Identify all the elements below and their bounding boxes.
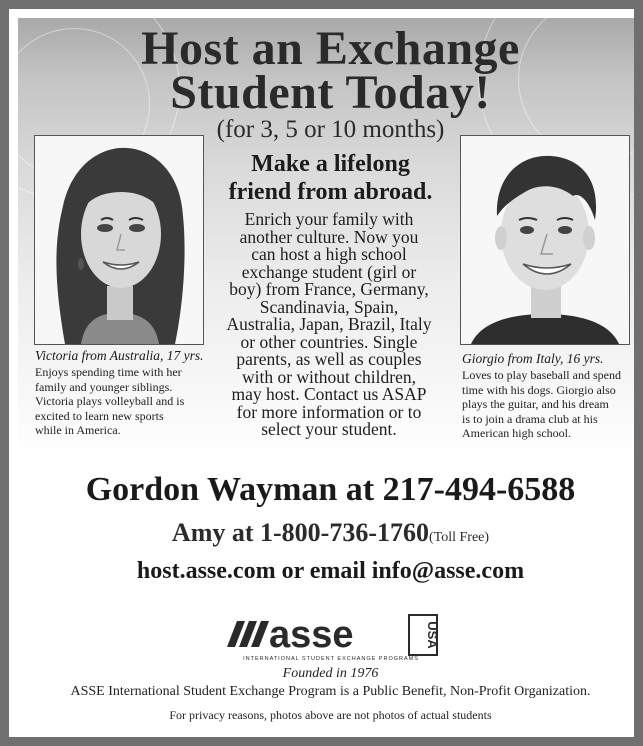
asse-logo (223, 613, 448, 673)
description-line: American high school. (462, 426, 571, 440)
student-description-left (35, 365, 215, 438)
description-line: is to join a drama club at his (462, 411, 598, 426)
secondary-contact-phone: Amy at 1-800-736-1760 (171, 518, 429, 547)
body-line: select your student. (261, 419, 397, 439)
headline-line-2: friend from abroad. (228, 179, 433, 205)
body-line: boy) from France, Germany, (229, 279, 429, 299)
boy-portrait-illustration (461, 136, 629, 344)
title-line-1: Host an Exchange (141, 22, 520, 75)
description-line: Enjoys spending time with her (35, 365, 182, 379)
web-email-contact: host.asse.com or email info@asse.com (136, 558, 525, 584)
primary-contact: Gordon Wayman at 217-494-6588 (85, 471, 576, 508)
body-line: may host. Contact us ASAP (231, 384, 427, 404)
logo-wordmark: asse (269, 614, 354, 656)
body-line: for more information or to (236, 401, 422, 422)
body-line: another culture. Now you (239, 226, 419, 247)
description-line: time with his dogs. Giorgio also (462, 382, 616, 397)
description-line: family and younger siblings. (35, 379, 173, 394)
logo-tagline: INTERNATIONAL STUDENT EXCHANGE PROGRAMS (243, 656, 419, 662)
description-line: Victoria plays volleyball and is (35, 394, 185, 408)
body-line: exchange student (girl or (241, 261, 417, 282)
asse-logo-mark (223, 613, 448, 663)
body-line: can host a high school (251, 244, 407, 264)
duration-subtitle: (for 3, 5 or 10 months) (216, 116, 445, 143)
body-line: Australia, Japan, Brazil, Italy (226, 314, 432, 334)
body-copy (213, 211, 445, 439)
body-line: parents, as well as couples (236, 349, 422, 369)
logo-country: USA (425, 621, 440, 649)
girl-portrait-illustration (35, 136, 203, 344)
description-line: excited to learn new sports (35, 408, 164, 423)
body-line: or other countries. Single (240, 331, 418, 352)
title-line-2: Student Today! (170, 66, 491, 119)
toll-free-note: (Toll Free) (429, 530, 490, 545)
description-line: Loves to play baseball and spend (462, 368, 621, 382)
student-name-left: Victoria from Australia, 17 yrs. (35, 348, 204, 363)
student-photo-boy (460, 135, 630, 345)
student-name-right: Giorgio from Italy, 16 yrs. (462, 351, 604, 366)
body-line: with or without children, (241, 366, 416, 387)
secondary-contact (18, 518, 643, 548)
description-line: while in America. (35, 423, 121, 437)
body-line: Scandinavia, Spain, (259, 296, 399, 317)
student-description-right (462, 368, 638, 441)
student-photo-girl (34, 135, 204, 345)
privacy-disclaimer: For privacy reasons, photos above are not photos of actual students (169, 708, 492, 722)
ad-background (18, 18, 643, 746)
founded-line: Founded in 1976 (282, 666, 379, 681)
organization-statement: ASSE International Student Exchange Program is a Public Benefit, Non-Profit Organization. (70, 684, 591, 699)
description-line: plays the guitar, and his dream (462, 397, 609, 411)
headline-line-1: Make a lifelong (251, 151, 410, 177)
body-line: Enrich your family with (244, 209, 414, 229)
